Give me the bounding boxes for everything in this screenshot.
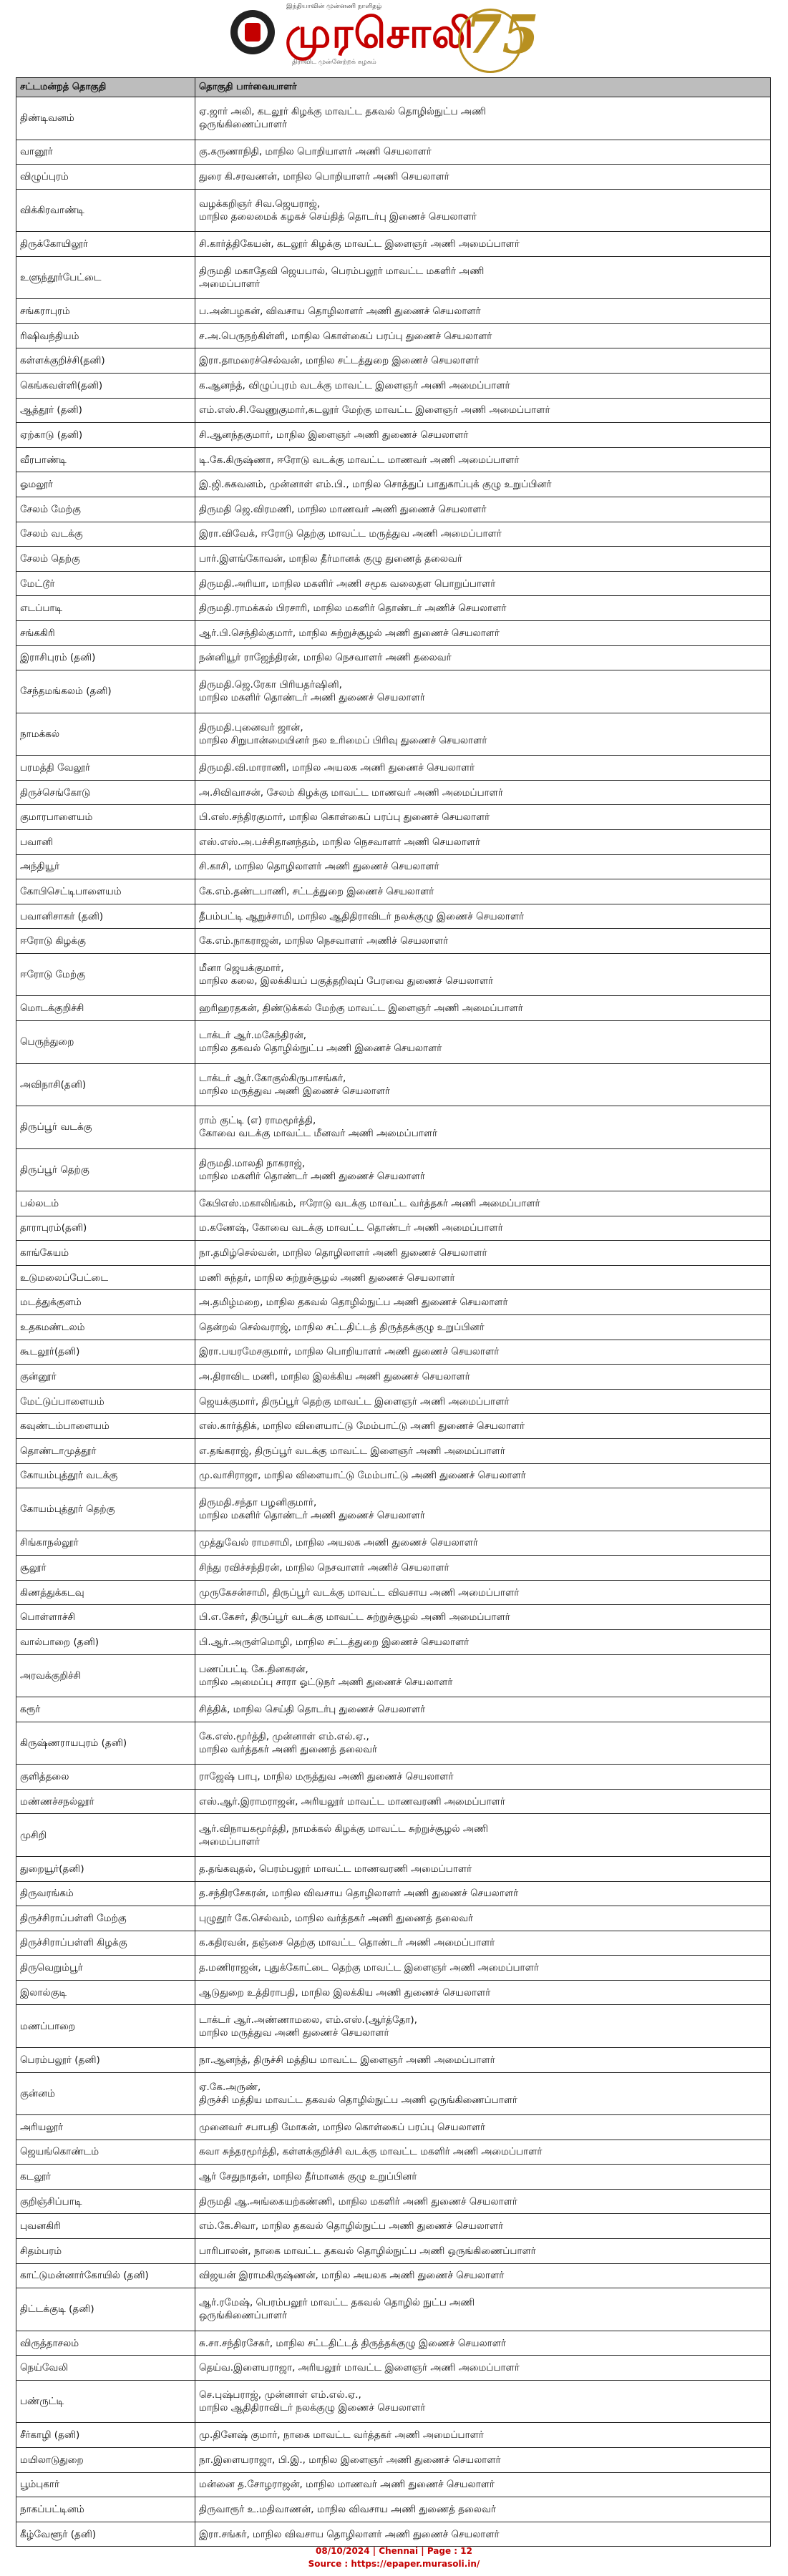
observer-cell: ஆர்.பி.செந்தில்குமார், மாநில சுற்றுச்சூழல் அணி துணைச் செயலாளர் — [195, 621, 771, 646]
anniversary-badge: 75 — [465, 4, 539, 66]
constituency-cell: வால்பாறை (தனி) — [16, 1630, 195, 1655]
constituency-cell: திருப்பூர் வடக்கு — [16, 1106, 195, 1149]
table-row — [16, 1106, 771, 1149]
observer-cell: ஏ.ஜார் அலி, கடலூர் கிழக்கு மாவட்ட தகவல் தொழில்நுட்ப அணி ஒருங்கிணைப்பாளர் — [195, 97, 771, 140]
observer-cell: அ.தமிழ்மறை, மாநில தகவல் தொழில்நுட்ப அணி துணைச் செயலாளர் — [195, 1290, 771, 1315]
observer-cell: திருமதி ஆ.அங்கையற்கண்ணி, மாநில மகளிர் அணி துணைச் செயலாளர் — [195, 2189, 771, 2214]
observer-cell: ம.கணேஷ், கோவை வடக்கு மாவட்ட தொண்டர் அணி அமைப்பாளர் — [195, 1216, 771, 1241]
constituency-cell: சேந்தமங்கலம் (தனி) — [16, 670, 195, 713]
table-row — [16, 2263, 771, 2288]
constituency-cell: கோயம்புத்தூர் தெற்கு — [16, 1488, 195, 1531]
constituency-cell: பெருந்துறை — [16, 1021, 195, 1064]
table-row — [16, 756, 771, 781]
constituency-cell: சேலம் மேற்கு — [16, 497, 195, 522]
table-row — [16, 2356, 771, 2381]
observer-cell: பார்.இளங்கோவன், மாநில தீர்மானக் குழு துணைத் தலைவர் — [195, 547, 771, 572]
constituency-cell: சிங்காநல்லூர் — [16, 1531, 195, 1556]
constituency-cell: மேட்டூர் — [16, 571, 195, 596]
constituency-cell: பல்லடம் — [16, 1191, 195, 1216]
constituency-cell: காங்கேயம் — [16, 1241, 195, 1266]
masthead-subtitle: திராவிட முன்னேற்றக் கழகம் — [292, 59, 376, 66]
observer-cell: திருமதி.அரியா, மாநில மகளிர் அணி சமூக வலைதள பொறுப்பாளர் — [195, 571, 771, 596]
table-row — [16, 2115, 771, 2140]
constituency-cell: குமாரபாளையம் — [16, 805, 195, 830]
table-row — [16, 670, 771, 713]
table-row — [16, 1488, 771, 1531]
constituency-cell: இலால்குடி — [16, 1980, 195, 2005]
constituency-cell: விருத்தாசலம் — [16, 2331, 195, 2356]
constituency-cell: எடப்பாடி — [16, 596, 195, 621]
table-row — [16, 256, 771, 299]
observer-cell: நா.இளையராஜா, பி.இ., மாநில இளைஞர் அணி துணைச் செயலாளர் — [195, 2448, 771, 2473]
observer-cell: இரா.விவேக், ஈரோடு தெற்கு மாவட்ட மருத்துவ அணி அமைப்பாளர் — [195, 522, 771, 547]
constituency-cell: பூம்புகார் — [16, 2472, 195, 2497]
table-row — [16, 547, 771, 572]
constituency-cell: கவுண்டம்பாளையம் — [16, 1414, 195, 1439]
constituency-cell: மடத்துக்குளம் — [16, 1290, 195, 1315]
table-row — [16, 1931, 771, 1956]
observer-cell: முனைவர் சபாபதி மோகன், மாநில கொள்கைப் பரப்பு செயலாளர் — [195, 2115, 771, 2140]
table-row — [16, 904, 771, 929]
observer-cell: தீபம்பட்டி ஆறுச்சாமி, மாநில ஆதிதிராவிடர் நலக்குழு இணைச் செயலாளர் — [195, 904, 771, 929]
table-row — [16, 1021, 771, 1064]
table-row — [16, 323, 771, 348]
observer-cell: ராஜேஷ் பாபு, மாநில மருத்துவ அணி துணைச் செயலாளர் — [195, 1765, 771, 1790]
observer-cell: சித்திக், மாநில செய்தி தொடர்பு துணைச் செயலாளர் — [195, 1697, 771, 1722]
table-row — [16, 2380, 771, 2423]
table-row — [16, 447, 771, 472]
table-row — [16, 1814, 771, 1857]
table-row — [16, 1697, 771, 1722]
observer-cell: ஆர்.ரமேஷ், பெரம்பலூர் மாவட்ட தகவல் தொழில் நுட்ப அணி ஒருங்கிணைப்பாளர் — [195, 2288, 771, 2331]
constituency-cell: சீர்காழி (தனி) — [16, 2423, 195, 2448]
observer-cell: இரா.தாமரைச்செல்வன், மாநில சட்டத்துறை இணைச் செயலாளர் — [195, 348, 771, 374]
constituency-observer-table — [16, 77, 771, 2547]
constituency-cell: விழுப்புரம் — [16, 165, 195, 190]
observer-cell: ஹரிஹரதகன், திண்டுக்கல் மேற்கு மாவட்ட இளைஞர் அணி அமைப்பாளர் — [195, 996, 771, 1021]
constituency-cell: ரிஷிவந்தியம் — [16, 323, 195, 348]
observer-cell: திருமதி.புனைவர் ஜான், மாநில சிறுபான்மையினர் நல உரிமைப் பிரிவு துணைச் செயலாளர் — [195, 713, 771, 756]
constituency-cell: மணப்பாறை — [16, 2005, 195, 2048]
table-row — [16, 1290, 771, 1315]
observer-cell: முருகேசன்சாமி, திருப்பூர் வடக்கு மாவட்ட விவசாய அணி அமைப்பாளர் — [195, 1580, 771, 1605]
constituency-cell: சங்கராபுரம் — [16, 299, 195, 324]
constituency-cell: கீழ்வேளூர் (தனி) — [16, 2522, 195, 2547]
observer-cell: தெய்வ.இளையராஜா, அரியலூர் மாவட்ட இளைஞர் அணி அமைப்பாளர் — [195, 2356, 771, 2381]
observer-cell: எ.தங்கராஜ், திருப்பூர் வடக்கு மாவட்ட இளைஞர் அணி அமைப்பாளர் — [195, 1438, 771, 1463]
table-row — [16, 522, 771, 547]
constituency-cell: பவானிசாகர் (தனி) — [16, 904, 195, 929]
constituency-cell: பவானி — [16, 829, 195, 854]
footer-source-line: Source : https://epaper.murasoli.in/ — [308, 2559, 480, 2569]
constituency-cell: கரூர் — [16, 1697, 195, 1722]
observer-cell: டி.கே.கிருஷ்ணா, ஈரோடு வடக்கு மாவட்ட மாணவர் அணி அமைப்பாளர் — [195, 447, 771, 472]
observer-cell: த.சந்திரசேகரன், மாநில விவசாய தொழிலாளர் அணி துணைச் செயலாளர் — [195, 1881, 771, 1906]
constituency-cell: சேலம் வடக்கு — [16, 522, 195, 547]
observer-cell: கே.எஸ்.மூர்த்தி, முன்னாள் எம்.எல்.ஏ., மாநில வர்த்தகர் அணி துணைத் தலைவர் — [195, 1722, 771, 1765]
observer-cell: திருமதி ஜெ.விரமணி, மாநில மாணவர் அணி துணைச் செயலாளர் — [195, 497, 771, 522]
table-row — [16, 2522, 771, 2547]
table-row — [16, 1531, 771, 1556]
table-row — [16, 645, 771, 670]
constituency-cell: திருச்சிராப்பள்ளி கிழக்கு — [16, 1931, 195, 1956]
newspaper-logo: முரசொலி — [285, 9, 475, 57]
constituency-cell: அந்தியூர் — [16, 854, 195, 879]
observer-cell: ராம் குட்டி (எ) ராமமூர்த்தி, கோவை வடக்கு மாவட்ட மீனவர் அணி அமைப்பாளர் — [195, 1106, 771, 1149]
constituency-cell: பொள்ளாச்சி — [16, 1605, 195, 1630]
observer-cell: ஜெயக்குமார், திருப்பூர் தெற்கு மாவட்ட இளைஞர் அணி அமைப்பாளர் — [195, 1389, 771, 1414]
table-row — [16, 398, 771, 423]
constituency-cell: திருப்பூர் தெற்கு — [16, 1148, 195, 1191]
table-row — [16, 497, 771, 522]
constituency-cell: சங்ககிரி — [16, 621, 195, 646]
constituency-cell: ஈரோடு கிழக்கு — [16, 929, 195, 954]
observer-cell: சிந்து ரவிச்சந்திரன், மாநில நெசவாளர் அணிச் செயலாளர் — [195, 1556, 771, 1581]
table-row — [16, 1789, 771, 1814]
constituency-cell: கோபிசெட்டிபாளையம் — [16, 879, 195, 904]
observer-cell: ச.அ.பெருநற்கிள்ளி, மாநில கொள்கைப் பரப்பு துணைச் செயலாளர் — [195, 323, 771, 348]
footer-date-line: 08/10/2024 | Chennai | Page : 12 — [316, 2546, 472, 2556]
observer-cell: எஸ்.கார்த்திக், மாநில விளையாட்டு மேம்பாட்டு அணி துணைச் செயலாளர் — [195, 1414, 771, 1439]
constituency-cell: கூடலூர்(தனி) — [16, 1340, 195, 1365]
table-row — [16, 2423, 771, 2448]
table-row — [16, 621, 771, 646]
table-row — [16, 2497, 771, 2522]
constituency-cell: ஏற்காடு (தனி) — [16, 423, 195, 448]
table-row — [16, 348, 771, 374]
constituency-cell: நாகப்பட்டினம் — [16, 2497, 195, 2522]
observer-cell: எம்.எஸ்.சி.வேணுகுமார்,கடலூர் மேற்கு மாவட்ட இளைஞர் அணி அமைப்பாளர் — [195, 398, 771, 423]
table-row — [16, 1856, 771, 1881]
observer-cell: தென்றல் செல்வராஜ், மாநில சட்டதிட்டத் திருத்தக்குழு உறுப்பினர் — [195, 1315, 771, 1340]
observer-cell: இரா.பயரமேசகுமார், மாநில பொறியாளர் அணி துணைச் செயலாளர் — [195, 1340, 771, 1365]
constituency-cell: விக்கிரவாண்டி — [16, 189, 195, 232]
constituency-cell: நெய்வேலி — [16, 2356, 195, 2381]
observer-cell: இ.ஜி.சுகவனம், முன்னாள் எம்.பி., மாநில சொத்துப் பாதுகாப்புக் குழு உறுப்பினர் — [195, 472, 771, 497]
observer-cell: இரா.சங்கர், மாநில விவசாய தொழிலாளர் அணி துணைச் செயலாளர் — [195, 2522, 771, 2547]
observer-cell: சி.ஆனந்தகுமார், மாநில இளைஞர் அணி துணைச் செயலாளர் — [195, 423, 771, 448]
observer-cell: மு.வாசிராஜா, மாநில விளையாட்டு மேம்பாட்டு அணி துணைச் செயலாளர் — [195, 1463, 771, 1488]
constituency-cell: திருச்செங்கோடு — [16, 780, 195, 805]
constituency-cell: பெரம்பலூர் (தனி) — [16, 2047, 195, 2072]
table-row — [16, 2331, 771, 2356]
observer-cell: க.கதிரவன், தஞ்சை தெற்கு மாவட்ட தொண்டர் அணி அமைப்பாளர் — [195, 1931, 771, 1956]
table-row — [16, 1389, 771, 1414]
constituency-cell: கோயம்புத்தூர் வடக்கு — [16, 1463, 195, 1488]
table-row — [16, 189, 771, 232]
table-row — [16, 2140, 771, 2165]
constituency-cell: ஓமலூர் — [16, 472, 195, 497]
table-row — [16, 1241, 771, 1266]
table-row — [16, 2288, 771, 2331]
observer-cell: நா.ஆனந்த், திருச்சி மத்திய மாவட்ட இளைஞர் அணி அமைப்பாளர் — [195, 2047, 771, 2072]
table-row — [16, 1365, 771, 1390]
table-row — [16, 1315, 771, 1340]
table-row — [16, 2189, 771, 2214]
table-row — [16, 1216, 771, 1241]
table-row — [16, 2448, 771, 2473]
observer-cell: எஸ்.ஆர்.இராமராஜன், அரியலூர் மாவட்ட மாணவரணி அமைப்பாளர் — [195, 1789, 771, 1814]
observer-cell: சி.காசி, மாநில தொழிலாளர் அணி துணைச் செயலாளர் — [195, 854, 771, 879]
constituency-cell: குன்னூர் — [16, 1365, 195, 1390]
masthead — [0, 0, 788, 72]
observer-cell: கே.எம்.தண்டபாணி, சட்டத்துறை இணைச் செயலாளர் — [195, 879, 771, 904]
constituency-cell: மேட்டுப்பாளையம் — [16, 1389, 195, 1414]
constituency-cell: தாராபுரம்(தனி) — [16, 1216, 195, 1241]
table-row — [16, 1980, 771, 2005]
constituency-cell: கிருஷ்ணராயபுரம் (தனி) — [16, 1722, 195, 1765]
constituency-cell: பரமத்தி வேலூர் — [16, 756, 195, 781]
table-row — [16, 1191, 771, 1216]
observer-cell: நா.தமிழ்செல்வன், மாநில தொழிலாளர் அணி துணைச் செயலாளர் — [195, 1241, 771, 1266]
constituency-cell: கள்ளக்குறிச்சி(தனி) — [16, 348, 195, 374]
table-row — [16, 1148, 771, 1191]
constituency-cell: மயிலாடுதுறை — [16, 2448, 195, 2473]
table-row — [16, 805, 771, 830]
observer-cell: கேபிஎஸ்.மகாலிங்கம், ஈரோடு வடக்கு மாவட்ட வர்த்தகர் அணி அமைப்பாளர் — [195, 1191, 771, 1216]
table-header-row — [16, 78, 771, 97]
table-row — [16, 1556, 771, 1581]
constituency-cell: வானூர் — [16, 140, 195, 165]
observer-cell: திருமதி.வி.மாராணி, மாநில அயலக அணி துணைச் செயலாளர் — [195, 756, 771, 781]
observer-cell: வழக்கறிஞர் சிவ.ஜெயராஜ், மாநில தலைமைக் கழகச் செய்தித் தொடர்பு இணைச் செயலாளர் — [195, 189, 771, 232]
table-row — [16, 879, 771, 904]
observer-cell: ஏ.கே.அருண், திருச்சி மத்திய மாவட்ட தகவல் தொழில்நுட்ப அணி ஒருங்கிணைப்பாளர் — [195, 2072, 771, 2115]
observer-cell: பி.ஆர்.அருள்மொழி, மாநில சட்டத்துறை இணைச் செயலாளர் — [195, 1630, 771, 1655]
constituency-cell: துறையூர்(தனி) — [16, 1856, 195, 1881]
constituency-cell: குன்னம் — [16, 2072, 195, 2115]
observer-cell: ப.அன்பழகன், விவசாய தொழிலாளர் அணி துணைச் செயலாளர் — [195, 299, 771, 324]
table-row — [16, 2165, 771, 2190]
observer-cell: டாக்டர் ஆர்.அண்ணாமலை, எம்.எஸ்.(ஆர்த்தோ), மாநில மருத்துவ அணி துணைச் செயலாளர் — [195, 2005, 771, 2048]
observer-cell: பி.எஸ்.சந்திரகுமார், மாநில கொள்கைப் பரப்பு துணைச் செயலாளர் — [195, 805, 771, 830]
table-row — [16, 596, 771, 621]
table-row — [16, 374, 771, 399]
party-emblem-icon — [230, 10, 275, 54]
observer-cell: ஆர் சேதுநாதன், மாநில தீர்மானக் குழு உறுப்பினர் — [195, 2165, 771, 2190]
table-row — [16, 2472, 771, 2497]
table-row — [16, 299, 771, 324]
constituency-cell: இராசிபுரம் (தனி) — [16, 645, 195, 670]
observer-cell: திருமதி.ஜெ.ரேகா பிரியதர்ஷினி, மாநில மகளிர் தொண்டர் அணி துணைச் செயலாளர் — [195, 670, 771, 713]
table-row — [16, 1605, 771, 1630]
table-row — [16, 1438, 771, 1463]
constituency-cell: உடுமலைப்பேட்டை — [16, 1265, 195, 1290]
observer-cell: ஆடுதுறை உத்திராபதி, மாநில இலக்கிய அணி துணைச் செயலாளர் — [195, 1980, 771, 2005]
table-row — [16, 929, 771, 954]
observer-cell: டாக்டர் ஆர்.மகேந்திரன், மாநில தகவல் தொழில்நுட்ப அணி இணைச் செயலாளர் — [195, 1021, 771, 1064]
constituency-cell: குளித்தலை — [16, 1765, 195, 1790]
table-row — [16, 1630, 771, 1655]
constituency-cell: அவிநாசி(தனி) — [16, 1063, 195, 1106]
table-row — [16, 1765, 771, 1790]
observer-cell: பாரிபாலன், நாகை மாவட்ட தகவல் தொழில்நுட்ப அணி ஒருங்கிணைப்பாளர் — [195, 2239, 771, 2264]
table-row — [16, 1881, 771, 1906]
table-row — [16, 423, 771, 448]
table-row — [16, 2214, 771, 2239]
table-row — [16, 2239, 771, 2264]
table-row — [16, 232, 771, 257]
observer-cell: மன்னை த.சோழராஜன், மாநில மாணவர் அணி துணைச் செயலாளர் — [195, 2472, 771, 2497]
constituency-cell: மண்ணச்சநல்லூர் — [16, 1789, 195, 1814]
observer-cell: பி.எ.கேசர், திருப்பூர் வடக்கு மாவட்ட சுற்றுச்சூழல் அணி அமைப்பாளர் — [195, 1605, 771, 1630]
table-row — [16, 140, 771, 165]
constituency-cell: வீரபாண்டி — [16, 447, 195, 472]
observer-cell: திருமதி.ராமக்கல் பிரசாரி, மாநில மகளிர் தொண்டர் அணிச் செயலாளர் — [195, 596, 771, 621]
table-row — [16, 1265, 771, 1290]
header-constituency: சட்டமன்றத் தொகுதி — [16, 78, 195, 97]
observer-cell: பணப்பட்டி கே.தினகரன், மாநில அமைப்பு சாரா ஓட்டுநர் அணி துணைச் செயலாளர் — [195, 1654, 771, 1697]
constituency-cell: ஈரோடு மேற்கு — [16, 953, 195, 996]
constituency-cell: உளுந்தூர்பேட்டை — [16, 256, 195, 299]
constituency-cell: தொண்டாமுத்தூர் — [16, 1438, 195, 1463]
constituency-cell: திருவெறும்பூர் — [16, 1956, 195, 1981]
constituency-cell: குறிஞ்சிப்பாடி — [16, 2189, 195, 2214]
table-row — [16, 1463, 771, 1488]
observer-cell: அ.சிவிவாசன், சேலம் கிழக்கு மாவட்ட மாணவர் அணி அமைப்பாளர் — [195, 780, 771, 805]
table-row — [16, 1063, 771, 1106]
constituency-cell: அரவக்குறிச்சி — [16, 1654, 195, 1697]
constituency-cell: மொடக்குறிச்சி — [16, 996, 195, 1021]
constituency-cell: ஜெயங்கொண்டம் — [16, 2140, 195, 2165]
observer-cell: ஆர்.விநாயகமூர்த்தி, நாமக்கல் கிழக்கு மாவட்ட சுற்றுச்சூழல் அணி அமைப்பாளர் — [195, 1814, 771, 1857]
table-row — [16, 1414, 771, 1439]
observer-cell: மீனா ஜெயக்குமார், மாநில கலை, இலக்கியப் பகுத்தறிவுப் பேரவை துணைச் செயலாளர் — [195, 953, 771, 996]
observer-cell: முத்துவேல் ராமசாமி, மாநில அயலக அணி துணைச் செயலாளர் — [195, 1531, 771, 1556]
table-row — [16, 2072, 771, 2115]
observer-cell: டாக்டர் ஆர்.கோகுல்கிருபாசங்கர், மாநில மருத்துவ அணி இணைச் செயலாளர் — [195, 1063, 771, 1106]
observer-cell: கு.கருணாநிதி, மாநில பொறியாளர் அணி செயலாளர் — [195, 140, 771, 165]
constituency-cell: கெங்கவள்ளி(தனி) — [16, 374, 195, 399]
constituency-cell: சிதம்பரம் — [16, 2239, 195, 2264]
constituency-cell: சூலூர் — [16, 1556, 195, 1581]
page-footer — [0, 2545, 788, 2570]
observer-cell: செ.புஷ்பராஜ், முன்னாள் எம்.எல்.ஏ., மாநில ஆதிதிராவிடர் நலக்குழு இணைச் செயலாளர் — [195, 2380, 771, 2423]
constituency-cell: ஆத்தூர் (தனி) — [16, 398, 195, 423]
observer-cell: கவா சுந்தரமூர்த்தி, கள்ளக்குறிச்சி வடக்கு மாவட்ட மகளிர் அணி அமைப்பாளர் — [195, 2140, 771, 2165]
table-row — [16, 713, 771, 756]
observer-cell: திருவாரூர் உ.மதிவாணன், மாநில விவசாய அணி துணைத் தலைவர் — [195, 2497, 771, 2522]
observer-cell: த.தங்கவுதல், பெரம்பலூர் மாவட்ட மாணவரணி அமைப்பாளர் — [195, 1856, 771, 1881]
observer-cell: எஸ்.எஸ்.அ.பச்சிதானந்தம், மாநில நெசவாளர் அணி செயலாளர் — [195, 829, 771, 854]
table-row — [16, 1340, 771, 1365]
observer-cell: திருமதி.சந்தா பழனிகுமார், மாநில மகளிர் தொண்டர் அணி துணைச் செயலாளர் — [195, 1488, 771, 1531]
observer-cell: கே.எம்.நாகராஜன், மாநில நெசவாளர் அணிச் செயலாளர் — [195, 929, 771, 954]
table-row — [16, 2047, 771, 2072]
constituency-cell: பண்ருட்டி — [16, 2380, 195, 2423]
constituency-cell: காட்டுமன்னார்கோயில் (தனி) — [16, 2263, 195, 2288]
constituency-cell: சேலம் தெற்கு — [16, 547, 195, 572]
table-row — [16, 2005, 771, 2048]
constituency-cell: திண்டிவனம் — [16, 97, 195, 140]
observer-cell: த.மணிராஜன், புதுக்கோட்டை தெற்கு மாவட்ட இளைஞர் அணி அமைப்பாளர் — [195, 1956, 771, 1981]
constituency-cell: திருக்கோயிலூர் — [16, 232, 195, 257]
constituency-cell: முசிறி — [16, 1814, 195, 1857]
observer-cell: விஜயன் இராமகிருஷ்ணன், மாநில அயலக அணி துணைச் செயலாளர் — [195, 2263, 771, 2288]
constituency-cell: புவனகிரி — [16, 2214, 195, 2239]
constituency-cell: உதகமண்டலம் — [16, 1315, 195, 1340]
constituency-cell: திட்டக்குடி (தனி) — [16, 2288, 195, 2331]
table-row — [16, 780, 771, 805]
observer-cell: துரை கி.சரவணன், மாநில பொறியாளர் அணி செயலாளர் — [195, 165, 771, 190]
observer-cell: திருமதி.மாலதி நாகராஜ், மாநில மகளிர் தொண்டர் அணி துணைச் செயலாளர் — [195, 1148, 771, 1191]
table-row — [16, 1906, 771, 1931]
observer-cell: புழுதூர் கே.செல்வம், மாநில வர்த்தகர் அணி துணைத் தலைவர் — [195, 1906, 771, 1931]
header-observer: தொகுதி பார்வையாளர் — [195, 78, 771, 97]
observer-cell: சி.கார்த்திகேயன், கடலூர் கிழக்கு மாவட்ட இளைஞர் அணி அமைப்பாளர் — [195, 232, 771, 257]
table-row — [16, 571, 771, 596]
table-row — [16, 829, 771, 854]
table-row — [16, 1722, 771, 1765]
masthead-tagline: இந்தியாவின் முன்னணி நாளிதழ் — [286, 3, 382, 10]
constituency-cell: கிணத்துக்கடவு — [16, 1580, 195, 1605]
table-row — [16, 1580, 771, 1605]
table-row — [16, 1654, 771, 1697]
table-row — [16, 1956, 771, 1981]
constituency-cell: அரியலூர் — [16, 2115, 195, 2140]
constituency-cell: திருச்சிராப்பள்ளி மேற்கு — [16, 1906, 195, 1931]
observer-cell: திருமதி மகாதேவி ஜெயபால், பெரம்பலூர் மாவட்ட மகளிர் அணி அமைப்பாளர் — [195, 256, 771, 299]
table-row — [16, 953, 771, 996]
observer-cell: சு.சா.சந்திரசேகர், மாநில சட்டதிட்டத் திருத்தக்குழு இணைச் செயலாளர் — [195, 2331, 771, 2356]
constituency-cell: கடலூர் — [16, 2165, 195, 2190]
table-row — [16, 472, 771, 497]
observer-cell: நன்னியூர் ராஜேந்திரன், மாநில நெசவாளர் அணி தலைவர் — [195, 645, 771, 670]
observer-cell: எம்.கே.சிவா, மாநில தகவல் தொழில்நுட்ப அணி துணைச் செயலாளர் — [195, 2214, 771, 2239]
table-row — [16, 854, 771, 879]
table-row — [16, 165, 771, 190]
observer-cell: மு.தினேஷ் குமார், நாகை மாவட்ட வர்த்தகர் அணி அமைப்பாளர் — [195, 2423, 771, 2448]
constituency-cell: திருவரங்கம் — [16, 1881, 195, 1906]
table-row — [16, 97, 771, 140]
constituency-cell: நாமக்கல் — [16, 713, 195, 756]
table-row — [16, 996, 771, 1021]
observer-cell: மணி சுந்தர், மாநில சுற்றுச்சூழல் அணி துணைச் செயலாளர் — [195, 1265, 771, 1290]
observer-cell: அ.திராவிட மணி, மாநில இலக்கிய அணி துணைச் செயலாளர் — [195, 1365, 771, 1390]
observer-cell: க.ஆனந்த், விழுப்புரம் வடக்கு மாவட்ட இளைஞர் அணி அமைப்பாளர் — [195, 374, 771, 399]
